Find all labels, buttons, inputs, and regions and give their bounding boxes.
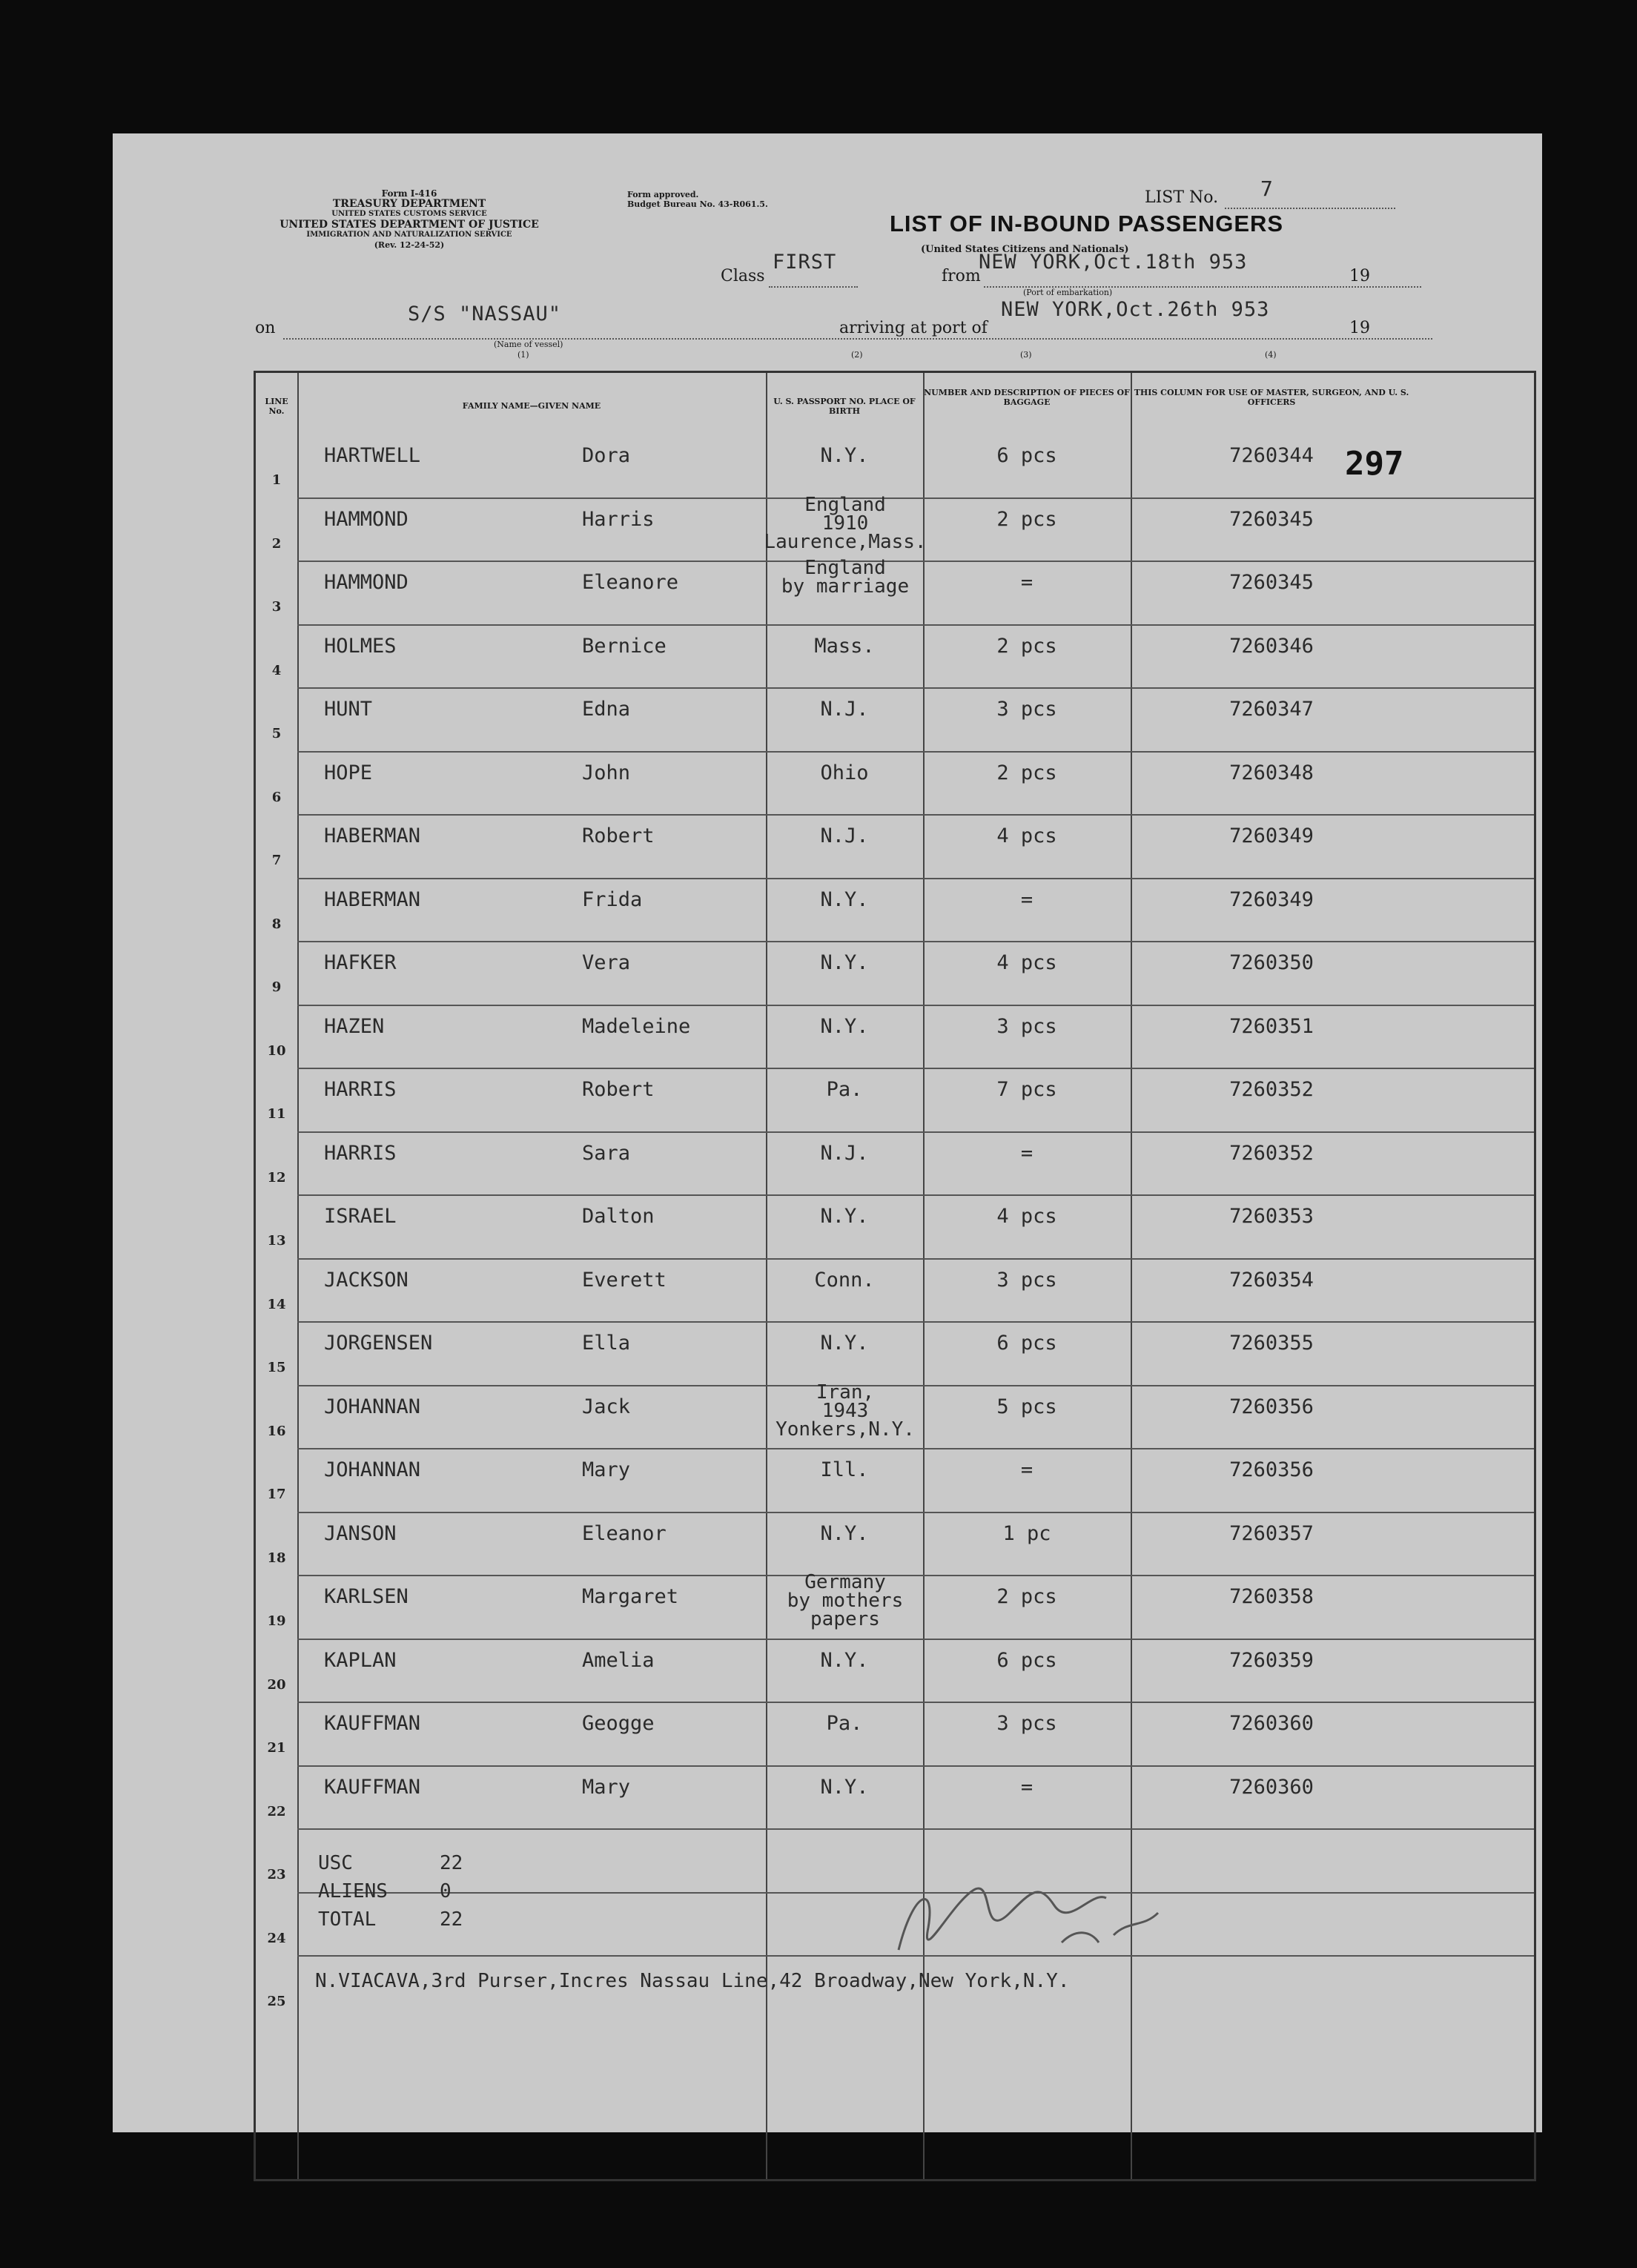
given-name: Sara <box>582 1141 631 1165</box>
baggage: = <box>1020 1458 1034 1481</box>
class-label: Class <box>721 267 765 285</box>
line-number: 2 <box>271 535 282 552</box>
row-divider <box>297 1448 1534 1449</box>
baggage: 4 pcs <box>996 1205 1057 1228</box>
baggage: 6 pcs <box>996 444 1057 467</box>
baggage: 6 pcs <box>996 1648 1057 1672</box>
given-name: Dalton <box>582 1205 655 1228</box>
given-name: Ella <box>582 1332 631 1355</box>
totals-label: USC <box>318 1852 353 1874</box>
given-name: Frida <box>582 887 643 911</box>
col-head-officers: THIS COLUMN FOR USE OF MASTER, SURGEON, AND U. S. OFFICERS <box>1134 388 1409 407</box>
place-of-birth: N.Y. <box>820 1521 869 1545</box>
on-label: on <box>255 319 276 337</box>
row-divider <box>297 1258 1534 1260</box>
given-name: Mary <box>582 1775 631 1799</box>
line-number: 21 <box>267 1740 286 1756</box>
col-ref-3: (3) <box>1020 350 1032 360</box>
customs-service: UNITED STATES CUSTOMS SERVICE <box>331 210 487 218</box>
family-name: HAMMOND <box>324 571 409 594</box>
line-number: 12 <box>267 1169 286 1186</box>
baggage: 3 pcs <box>996 1014 1057 1038</box>
from-label: from <box>942 267 981 285</box>
given-name: Mary <box>582 1458 631 1481</box>
list-no-label: LIST No. <box>1145 188 1219 207</box>
row-divider <box>297 1702 1534 1703</box>
place-of-birth: Mass. <box>814 634 875 658</box>
col-ref-1: (1) <box>517 350 529 360</box>
baggage: 2 pcs <box>996 761 1057 784</box>
col-head-baggage: NUMBER AND DESCRIPTION OF PIECES OF BAGGAGE <box>924 388 1130 407</box>
baggage: 3 pcs <box>996 1712 1057 1735</box>
baggage: 4 pcs <box>996 824 1057 847</box>
line-number: 6 <box>271 789 282 805</box>
place-of-birth: N.Y. <box>820 1648 869 1672</box>
row-divider <box>297 1131 1534 1133</box>
line-number: 23 <box>267 1867 286 1882</box>
form-revision: (Rev. 12-24-52) <box>374 240 445 250</box>
row-divider <box>297 624 1534 626</box>
birth-line: 1910 <box>821 512 869 535</box>
line-number: 3 <box>271 599 282 615</box>
place-of-birth: N.Y. <box>820 887 869 911</box>
given-name: Robert <box>582 824 655 847</box>
given-name: Eleanore <box>582 571 679 594</box>
place-of-birth: Ill. <box>820 1458 869 1481</box>
line-number: 5 <box>271 726 282 741</box>
family-name: HAZEN <box>324 1014 385 1038</box>
officer-code: 7260352 <box>1229 1078 1314 1101</box>
totals-value: 0 <box>440 1880 452 1902</box>
totals-value: 22 <box>440 1908 463 1931</box>
officer-code: 7260354 <box>1229 1268 1314 1292</box>
line-number: 19 <box>267 1613 286 1629</box>
vessel-line <box>283 338 1432 340</box>
col-ref-2: (2) <box>851 350 863 360</box>
place-of-birth: N.Y. <box>820 951 869 974</box>
family-name: HARRIS <box>324 1141 397 1165</box>
family-name: JANSON <box>324 1521 397 1545</box>
place-of-birth: Ohio <box>820 761 869 784</box>
officer-code: 7260344 <box>1229 444 1314 467</box>
baggage: = <box>1020 1141 1034 1165</box>
baggage: = <box>1020 1775 1034 1799</box>
row-divider <box>297 1828 1534 1830</box>
row-divider <box>297 1512 1534 1513</box>
place-of-birth: N.Y. <box>820 1332 869 1355</box>
line-number: 17 <box>267 1487 286 1502</box>
family-name: KAUFFMAN <box>324 1712 421 1735</box>
baggage: 3 pcs <box>996 698 1057 721</box>
family-name: HAFKER <box>324 951 397 974</box>
totals-label: TOTAL <box>318 1908 377 1931</box>
line-number: 9 <box>271 979 282 995</box>
row-divider <box>297 687 1534 689</box>
officer-code: 7260350 <box>1229 951 1314 974</box>
officer-code: 7260352 <box>1229 1141 1314 1165</box>
place-of-birth: Pa. <box>826 1712 863 1735</box>
line-number: 13 <box>267 1233 286 1249</box>
given-name: Geogge <box>582 1712 655 1735</box>
family-name: HARRIS <box>324 1078 397 1101</box>
given-name: Everett <box>582 1268 667 1292</box>
given-name: Edna <box>582 698 631 721</box>
given-name: Vera <box>582 951 631 974</box>
given-name: Amelia <box>582 1648 655 1672</box>
baggage: = <box>1020 571 1034 594</box>
family-name: HAMMOND <box>324 507 409 531</box>
form-block <box>246 188 572 251</box>
col-head-passport: U. S. PASSPORT NO. PLACE OF BIRTH <box>773 397 916 416</box>
officer-code: 7260353 <box>1229 1205 1314 1228</box>
birth-line: Yonkers,N.Y. <box>775 1418 915 1441</box>
row-divider <box>297 878 1534 879</box>
given-name: Madeleine <box>582 1014 691 1038</box>
officer-code: 7260355 <box>1229 1332 1314 1355</box>
family-name: JOHANNAN <box>324 1395 421 1418</box>
baggage: 2 pcs <box>996 507 1057 531</box>
place-of-birth: N.J. <box>820 824 869 847</box>
officer-code: 7260360 <box>1229 1775 1314 1799</box>
row-divider <box>297 751 1534 753</box>
line-number: 20 <box>267 1676 286 1693</box>
class-value: FIRST <box>773 251 837 274</box>
signature <box>869 1861 1180 1972</box>
row-divider <box>297 1005 1534 1006</box>
given-name: Margaret <box>582 1585 679 1608</box>
given-name: Bernice <box>582 634 667 658</box>
col-head-name: FAMILY NAME—GIVEN NAME <box>462 401 601 411</box>
budget-bureau: Budget Bureau No. 43-R061.5. <box>627 199 768 209</box>
place-of-birth: N.Y. <box>820 1014 869 1038</box>
col-ref-4: (4) <box>1265 350 1277 360</box>
officer-code: 7260359 <box>1229 1648 1314 1672</box>
officer-code: 7260345 <box>1229 507 1314 531</box>
officer-code: 7260347 <box>1229 698 1314 721</box>
baggage: 6 pcs <box>996 1332 1057 1355</box>
given-name: Dora <box>582 444 631 467</box>
birth-line: Iran, <box>816 1381 875 1404</box>
embark-caption: (Port of embarkation) <box>1023 288 1113 297</box>
line-number: 16 <box>267 1423 286 1439</box>
family-name: JORGENSEN <box>324 1332 433 1355</box>
purser-line: N.VIACAVA,3rd Purser,Incres Nassau Line,42 Broadway,New York,N.Y. <box>315 1970 1070 1992</box>
family-name: ISRAEL <box>324 1205 397 1228</box>
family-name: KAUFFMAN <box>324 1775 421 1799</box>
officer-code: 7260351 <box>1229 1014 1314 1038</box>
given-name: Eleanor <box>582 1521 667 1545</box>
line-number: 4 <box>271 662 282 678</box>
officer-code: 7260349 <box>1229 824 1314 847</box>
place-of-birth: N.Y. <box>820 1775 869 1799</box>
baggage: = <box>1020 887 1034 911</box>
line-number: 7 <box>271 853 282 868</box>
officer-code: 7260348 <box>1229 761 1314 784</box>
vessel-name: S/S "NASSAU" <box>408 302 562 325</box>
year-label-2: 19 <box>1349 319 1370 337</box>
birth-line: England <box>804 493 886 516</box>
line-number: 18 <box>267 1550 286 1566</box>
family-name: HUNT <box>324 698 373 721</box>
family-name: HARTWELL <box>324 444 421 467</box>
officer-code: 7260358 <box>1229 1585 1314 1608</box>
line-number: 25 <box>267 1994 286 2009</box>
line-number: 10 <box>267 1042 286 1059</box>
birth-line: 1943 <box>821 1399 869 1422</box>
arriving-label: arriving at port of <box>839 319 988 337</box>
baggage: 5 pcs <box>996 1395 1057 1418</box>
sheet-stamp-number: 297 <box>1345 445 1404 483</box>
officer-code: 7260345 <box>1229 571 1314 594</box>
family-name: KARLSEN <box>324 1585 409 1608</box>
given-name: John <box>582 761 631 784</box>
baggage: 2 pcs <box>996 634 1057 658</box>
line-number: 22 <box>267 1803 286 1819</box>
birth-line: papers <box>810 1608 880 1630</box>
officer-code: 7260356 <box>1229 1395 1314 1418</box>
page-subtitle: (United States Citizens and Nationals) <box>921 244 1129 255</box>
given-name: Robert <box>582 1078 655 1101</box>
place-of-birth: N.J. <box>820 1141 869 1165</box>
ins-service: IMMIGRATION AND NATURALIZATION SERVICE <box>306 231 512 239</box>
year-label: 19 <box>1349 267 1370 285</box>
place-of-birth: Pa. <box>826 1078 863 1101</box>
baggage: 4 pcs <box>996 951 1057 974</box>
given-name: Jack <box>582 1395 631 1418</box>
family-name: HABERMAN <box>324 824 421 847</box>
officer-code: 7260346 <box>1229 634 1314 658</box>
family-name: HABERMAN <box>324 887 421 911</box>
row-divider <box>297 1321 1534 1323</box>
row-divider <box>297 941 1534 942</box>
baggage: 3 pcs <box>996 1268 1057 1292</box>
birth-line: Germany <box>804 1571 886 1593</box>
page-title: LIST OF IN-BOUND PASSENGERS <box>890 211 1284 237</box>
row-divider <box>297 1068 1534 1069</box>
list-no-line <box>1225 208 1395 209</box>
place-of-birth: N.Y. <box>820 444 869 467</box>
form-number: Form I-416 <box>381 188 437 199</box>
birth-line: England <box>804 557 886 579</box>
officer-code: 7260357 <box>1229 1521 1314 1545</box>
birth-line: by marriage <box>781 575 910 598</box>
col-head-line: LINE No. <box>265 397 288 416</box>
place-of-birth: N.J. <box>820 698 869 721</box>
manifest-sheet <box>113 133 1542 2132</box>
officer-code: 7260356 <box>1229 1458 1314 1481</box>
place-of-birth: Conn. <box>814 1268 875 1292</box>
line-number: 15 <box>267 1360 286 1375</box>
birth-line: Laurence,Mass. <box>764 530 927 553</box>
line-number: 8 <box>271 916 282 932</box>
officer-code: 7260360 <box>1229 1712 1314 1735</box>
family-name: JOHANNAN <box>324 1458 421 1481</box>
row-divider <box>297 1765 1534 1767</box>
vessel-caption: (Name of vessel) <box>494 340 563 349</box>
officer-code: 7260349 <box>1229 887 1314 911</box>
form-approved: Form approved. <box>627 190 699 199</box>
birth-line: by mothers <box>787 1590 904 1612</box>
totals-label: ALIENS <box>318 1880 388 1902</box>
line-number: 1 <box>271 472 282 488</box>
arrival-value: NEW YORK,Oct.26th 953 <box>1001 298 1270 321</box>
given-name: Harris <box>582 507 655 531</box>
col-divider <box>297 373 299 2179</box>
family-name: HOPE <box>324 761 373 784</box>
from-value: NEW YORK,Oct.18th 953 <box>979 251 1248 274</box>
line-number: 11 <box>267 1106 286 1122</box>
family-name: JACKSON <box>324 1268 409 1292</box>
list-no-value: 7 <box>1260 176 1274 201</box>
justice-dept: UNITED STATES DEPARTMENT OF JUSTICE <box>280 219 539 231</box>
place-of-birth: N.Y. <box>820 1205 869 1228</box>
row-divider <box>297 1639 1534 1640</box>
row-divider <box>297 814 1534 816</box>
baggage: 7 pcs <box>996 1078 1057 1101</box>
baggage: 1 pc <box>1002 1521 1051 1545</box>
line-number: 24 <box>267 1930 286 1946</box>
family-name: HOLMES <box>324 634 397 658</box>
family-name: KAPLAN <box>324 1648 397 1672</box>
class-line <box>769 286 858 288</box>
line-number: 14 <box>267 1296 286 1312</box>
baggage: 2 pcs <box>996 1585 1057 1608</box>
treasury-dept: TREASURY DEPARTMENT <box>332 198 486 210</box>
totals-value: 22 <box>440 1852 463 1874</box>
row-divider <box>297 1194 1534 1196</box>
